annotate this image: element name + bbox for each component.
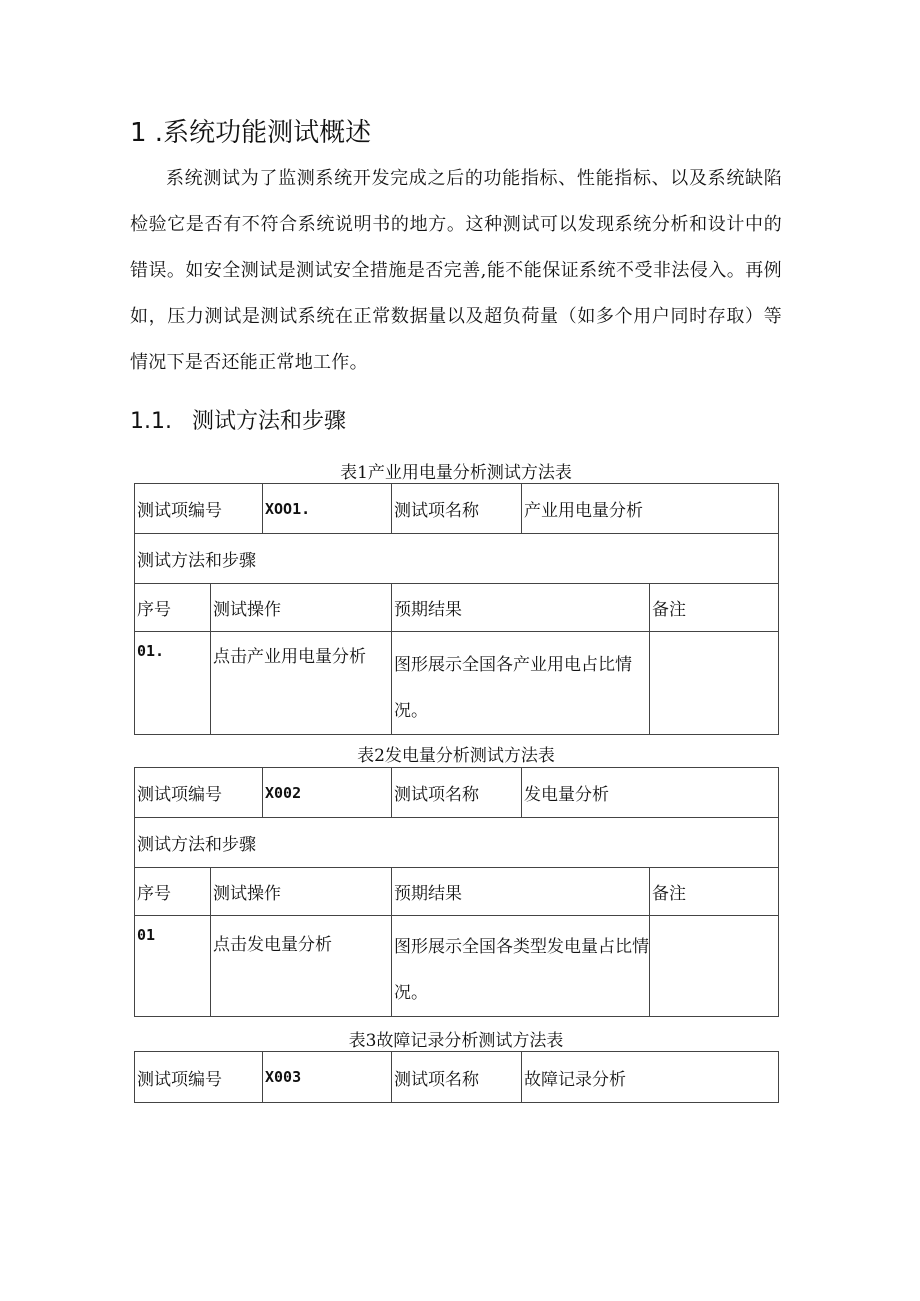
row-note <box>650 916 779 1017</box>
table-caption: 表1产业用电量分析测试方法表 <box>340 463 572 483</box>
table-row <box>135 868 779 916</box>
col-expected: 预期结果 <box>392 584 650 632</box>
table-row <box>135 632 779 735</box>
id-value: X002 <box>263 768 392 818</box>
name-label: 测试项名称 <box>392 768 522 818</box>
row-op: 点击发电量分析 <box>211 916 392 1017</box>
table-row <box>135 768 779 818</box>
subsection-heading <box>130 404 346 435</box>
id-label: 测试项编号 <box>135 768 263 818</box>
col-expected: 预期结果 <box>392 868 650 916</box>
id-value: XOO1. <box>263 484 392 534</box>
table-row <box>135 818 779 868</box>
id-label: 测试项编号 <box>135 1052 263 1103</box>
test-method-table-3 <box>134 1051 779 1103</box>
id-value: X003 <box>263 1052 392 1103</box>
test-method-table-1 <box>134 483 779 735</box>
method-label: 测试方法和步骤 <box>135 534 779 584</box>
col-seq: 序号 <box>135 584 211 632</box>
table-row <box>135 534 779 584</box>
section-heading: 1 .系统功能测试概述 <box>130 118 372 148</box>
row-op: 点击产业用电量分析 <box>211 632 392 735</box>
row-note <box>650 632 779 735</box>
row-expected: 图形展示全国各类型发电量占比情况。 <box>392 916 650 1017</box>
overview-paragraph <box>130 156 782 386</box>
table-caption: 表3故障记录分析测试方法表 <box>348 1031 564 1051</box>
subsection-number: 1.1. <box>130 409 172 434</box>
method-label: 测试方法和步骤 <box>135 818 779 868</box>
name-value: 产业用电量分析 <box>522 484 779 534</box>
table-caption: 表2发电量分析测试方法表 <box>357 746 555 766</box>
name-value: 故障记录分析 <box>522 1052 779 1103</box>
name-label: 测试项名称 <box>392 1052 522 1103</box>
id-label: 测试项编号 <box>135 484 263 534</box>
col-note: 备注 <box>650 868 779 916</box>
subsection-title: 测试方法和步骤 <box>192 409 347 434</box>
name-value: 发电量分析 <box>522 768 779 818</box>
row-expected: 图形展示全国各产业用电占比情况。 <box>392 632 650 735</box>
col-note: 备注 <box>650 584 779 632</box>
table-row <box>135 584 779 632</box>
table-row <box>135 484 779 534</box>
name-label: 测试项名称 <box>392 484 522 534</box>
col-seq: 序号 <box>135 868 211 916</box>
col-op: 测试操作 <box>211 584 392 632</box>
table-row <box>135 1052 779 1103</box>
row-seq: 01. <box>135 632 211 735</box>
col-op: 测试操作 <box>211 868 392 916</box>
table-row <box>135 916 779 1017</box>
test-method-table-2 <box>134 767 779 1017</box>
row-seq: 01 <box>135 916 211 1017</box>
paragraph-text: 系统测试为了监测系统开发完成之后的功能指标、性能指标、以及系统缺陷检验它是否有不符合系统说明书的地方。这种测试可以发现系统分析和设计中的错误。如安全测试是测试安全措施是否完善,能不能保证系统不受非法侵入。再例如，压力测试是测试系统在正常数据量以及超负荷量（如多个用户同时存取）等情况下是否还能正常地工作。 <box>130 168 782 373</box>
